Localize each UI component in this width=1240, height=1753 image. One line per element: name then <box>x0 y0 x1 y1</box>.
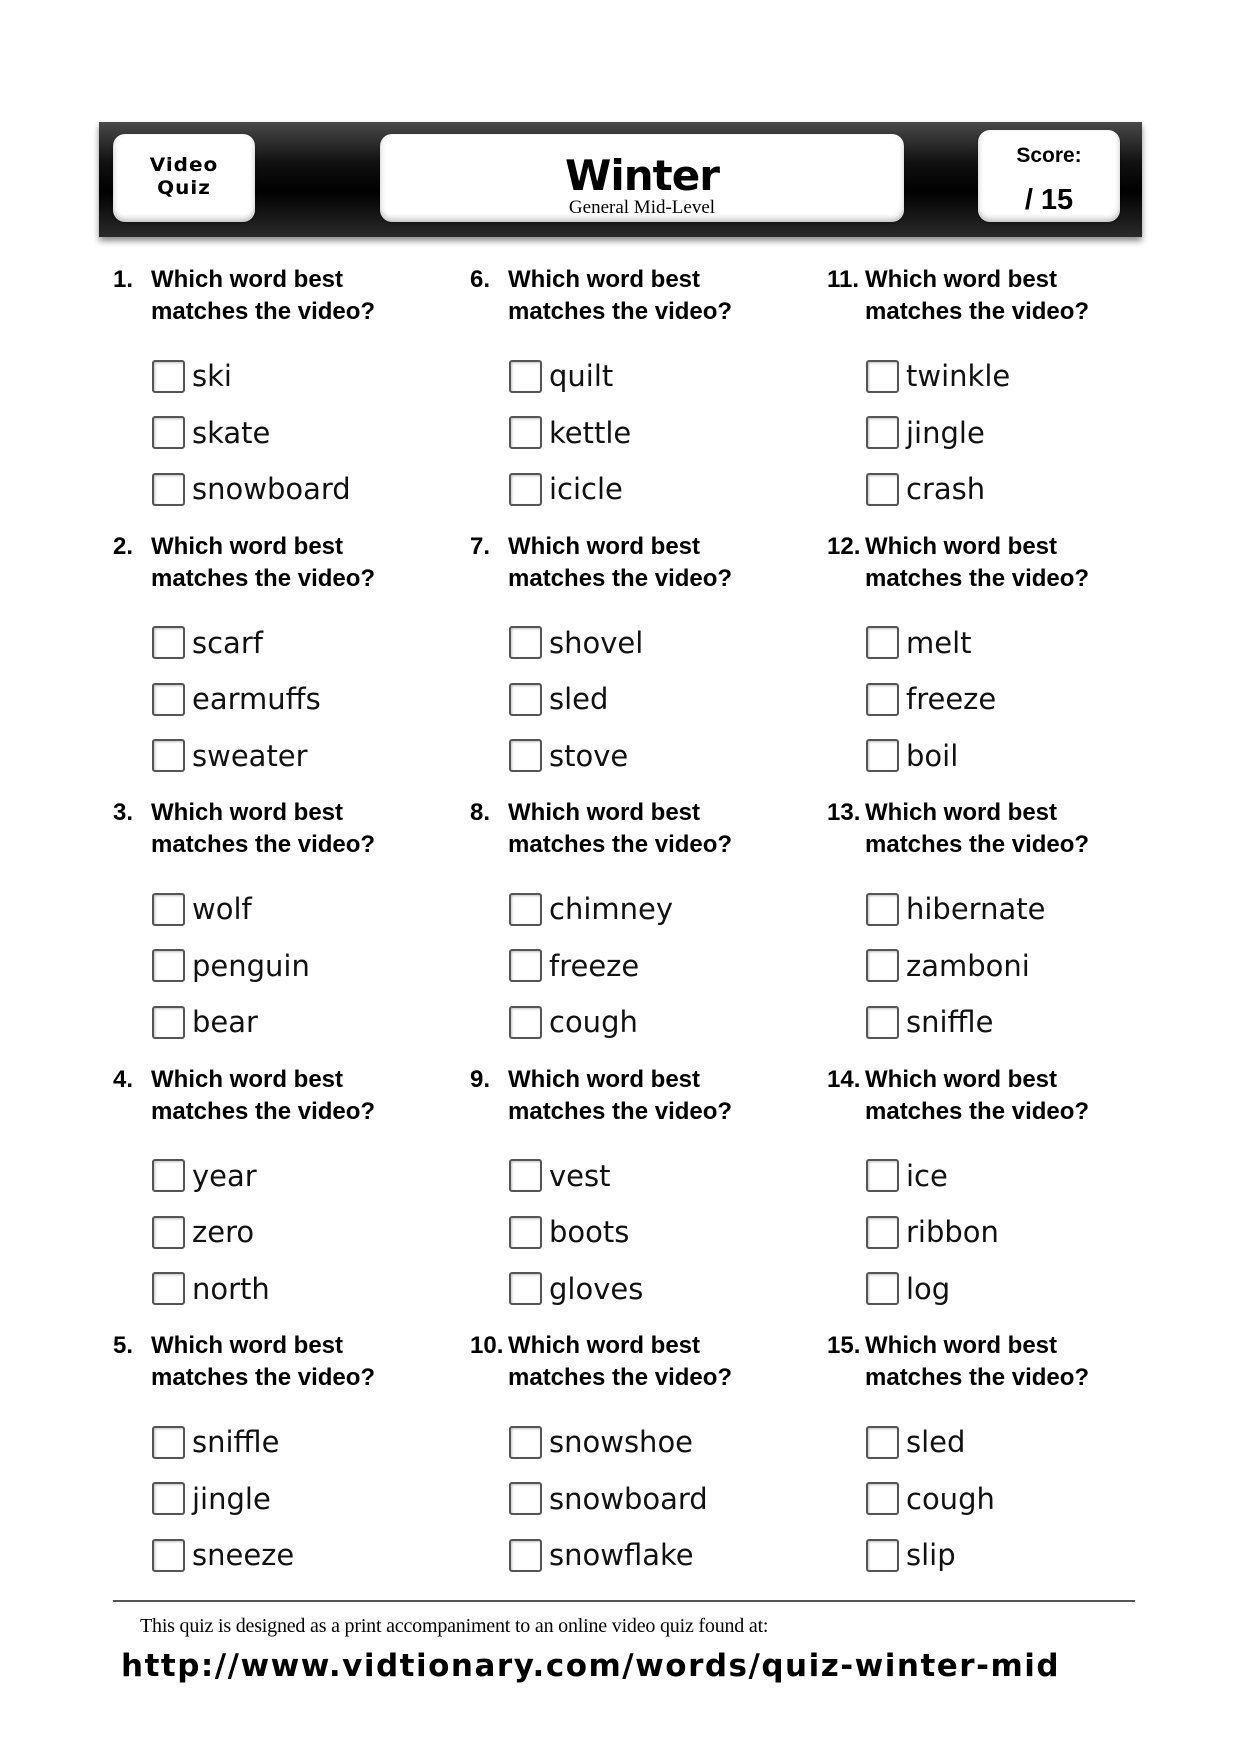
answer-label: jingle <box>192 1481 271 1516</box>
answer-label: boots <box>549 1215 630 1250</box>
answer-checkbox[interactable] <box>509 1426 542 1459</box>
answer-checkbox[interactable] <box>152 626 185 659</box>
answer-label: north <box>192 1271 270 1306</box>
answer-checkbox[interactable] <box>152 1159 185 1192</box>
answer-option[interactable] <box>152 881 310 938</box>
answer-label: freeze <box>549 948 640 983</box>
question-text: Which word best matches the video? <box>865 266 1090 325</box>
answer-option[interactable] <box>152 671 321 728</box>
answer-options <box>152 1148 270 1318</box>
answer-label: sweater <box>192 738 308 773</box>
answer-option[interactable] <box>509 881 673 938</box>
answer-label: earmuffs <box>192 682 321 717</box>
answer-checkbox[interactable] <box>509 626 542 659</box>
answer-option[interactable] <box>152 1527 294 1584</box>
question-text: Which word best matches the video? <box>151 266 376 325</box>
answer-option[interactable] <box>866 1414 995 1471</box>
answer-option[interactable] <box>152 1414 294 1471</box>
question-number: 4. <box>113 1065 134 1093</box>
answer-checkbox[interactable] <box>152 473 185 506</box>
answer-label: scarf <box>192 625 263 660</box>
answer-checkbox[interactable] <box>509 1216 542 1249</box>
answer-option[interactable] <box>866 728 996 785</box>
answer-label: sled <box>549 682 609 717</box>
answer-option[interactable] <box>866 671 996 728</box>
question-text: Which word best matches the video? <box>865 532 1090 592</box>
answer-checkbox[interactable] <box>866 893 899 926</box>
question-number: 14. <box>827 1065 861 1093</box>
question-number: 8. <box>470 799 491 826</box>
answer-label: jingle <box>906 415 985 450</box>
question <box>827 1064 1153 1331</box>
answer-label: icicle <box>549 472 623 507</box>
answer-label: vest <box>549 1158 611 1193</box>
question <box>470 531 827 798</box>
answer-option[interactable] <box>152 728 321 785</box>
answer-label: ski <box>192 359 232 394</box>
answer-label: chimney <box>549 892 674 927</box>
answer-label: ribbon <box>906 1215 999 1250</box>
answer-option[interactable] <box>866 938 1045 995</box>
answer-label: ice <box>906 1158 948 1193</box>
answer-checkbox[interactable] <box>152 1539 185 1572</box>
answer-checkbox[interactable] <box>866 683 899 716</box>
answer-checkbox[interactable] <box>509 739 542 772</box>
answer-label: shovel <box>549 625 644 660</box>
answer-option[interactable] <box>152 994 310 1051</box>
answer-checkbox[interactable] <box>866 1272 899 1305</box>
answer-checkbox[interactable] <box>152 683 185 716</box>
question-text: Which word best matches the video? <box>151 1332 376 1391</box>
question-text: Which word best matches the video? <box>508 1065 733 1125</box>
answer-option[interactable] <box>152 1204 270 1261</box>
question-number: 9. <box>470 1065 491 1093</box>
question-text: Which word best matches the video? <box>508 1332 733 1391</box>
answer-checkbox[interactable] <box>866 416 899 449</box>
answer-options <box>152 615 321 785</box>
answer-options <box>866 615 996 785</box>
answer-checkbox[interactable] <box>866 360 899 393</box>
answer-option[interactable] <box>866 1471 995 1528</box>
answer-checkbox[interactable] <box>509 360 542 393</box>
question-number: 10. <box>470 1332 504 1359</box>
answer-label: penguin <box>192 948 310 983</box>
answer-checkbox[interactable] <box>509 683 542 716</box>
answer-option[interactable] <box>866 1527 995 1584</box>
question-grid <box>113 264 1153 1573</box>
answer-option[interactable] <box>152 1148 270 1205</box>
answer-checkbox[interactable] <box>866 1482 899 1515</box>
answer-label: stove <box>549 738 629 773</box>
question-text: Which word best matches the video? <box>865 1332 1090 1391</box>
answer-option[interactable] <box>152 1261 270 1318</box>
answer-option[interactable] <box>152 405 351 462</box>
answer-label: snowboard <box>549 1481 708 1516</box>
page-subtitle: General Mid-Level <box>568 197 716 218</box>
question-number: 2. <box>113 532 134 560</box>
answer-options <box>509 348 631 518</box>
answer-option[interactable] <box>509 461 631 518</box>
answer-label: zero <box>192 1215 255 1250</box>
answer-checkbox[interactable] <box>152 1272 185 1305</box>
answer-label: wolf <box>192 892 252 927</box>
answer-options <box>152 348 351 518</box>
answer-checkbox[interactable] <box>866 1159 899 1192</box>
question-number: 15. <box>827 1332 861 1359</box>
answer-checkbox[interactable] <box>152 1426 185 1459</box>
question <box>113 264 470 531</box>
answer-option[interactable] <box>866 405 1010 462</box>
footer-divider <box>113 1600 1135 1602</box>
answer-option[interactable] <box>866 461 1010 518</box>
score-value: / 15 <box>1024 184 1074 216</box>
answer-label: bear <box>192 1005 258 1040</box>
answer-checkbox[interactable] <box>866 473 899 506</box>
answer-checkbox[interactable] <box>866 1539 899 1572</box>
answer-checkbox[interactable] <box>509 1159 542 1192</box>
question <box>470 797 827 1064</box>
question-text: Which word best matches the video? <box>151 1065 376 1125</box>
question-text: Which word best matches the video? <box>865 1065 1090 1125</box>
answer-option[interactable] <box>509 1148 643 1205</box>
answer-checkbox[interactable] <box>509 1539 542 1572</box>
question-text: Which word best matches the video? <box>151 532 376 592</box>
answer-label: cough <box>906 1481 995 1516</box>
answer-option[interactable] <box>509 728 643 785</box>
answer-label: year <box>192 1158 257 1193</box>
answer-checkbox[interactable] <box>152 1216 185 1249</box>
answer-option[interactable] <box>152 348 351 405</box>
answer-option[interactable] <box>866 1148 999 1205</box>
question <box>470 1330 827 1597</box>
question <box>827 531 1153 798</box>
answer-checkbox[interactable] <box>509 416 542 449</box>
question-number: 11. <box>827 266 860 293</box>
question-text: Which word best matches the video? <box>508 799 733 858</box>
header-banner <box>99 122 1142 237</box>
title-box <box>380 134 904 222</box>
answer-options <box>509 881 673 1051</box>
question-text: Which word best matches the video? <box>151 799 376 858</box>
answer-option[interactable] <box>509 994 673 1051</box>
answer-checkbox[interactable] <box>509 1272 542 1305</box>
answer-label: skate <box>192 415 271 450</box>
question-number: 1. <box>113 266 134 293</box>
answer-options <box>866 348 1010 518</box>
answer-options <box>866 1414 995 1584</box>
answer-checkbox[interactable] <box>152 1006 185 1039</box>
answer-options <box>866 1148 999 1318</box>
answer-option[interactable] <box>509 1527 708 1584</box>
answer-option[interactable] <box>866 615 996 672</box>
answer-label: twinkle <box>906 359 1011 394</box>
question <box>113 797 470 1064</box>
answer-label: gloves <box>549 1271 644 1306</box>
answer-option[interactable] <box>509 1471 708 1528</box>
question <box>113 531 470 798</box>
score-box <box>978 130 1120 222</box>
answer-options <box>152 881 310 1051</box>
answer-label: kettle <box>549 415 632 450</box>
answer-options <box>509 1148 643 1318</box>
answer-options <box>152 1414 294 1584</box>
answer-checkbox[interactable] <box>152 360 185 393</box>
answer-checkbox[interactable] <box>152 1482 185 1515</box>
answer-checkbox[interactable] <box>866 1426 899 1459</box>
answer-checkbox[interactable] <box>152 949 185 982</box>
answer-label: log <box>906 1271 951 1306</box>
answer-option[interactable] <box>509 405 631 462</box>
question <box>827 1330 1153 1597</box>
answer-checkbox[interactable] <box>509 893 542 926</box>
question-number: 12. <box>827 532 861 560</box>
answer-label: zamboni <box>906 948 1030 983</box>
answer-checkbox[interactable] <box>866 949 899 982</box>
answer-label: melt <box>906 625 972 660</box>
answer-options <box>509 615 643 785</box>
answer-option[interactable] <box>509 348 631 405</box>
page-title: Winter <box>565 151 719 200</box>
question <box>113 1064 470 1331</box>
answer-checkbox[interactable] <box>152 739 185 772</box>
answer-options <box>509 1414 708 1584</box>
question-text: Which word best matches the video? <box>865 799 1090 858</box>
badge-label: Video Quiz <box>149 153 219 199</box>
answer-label: freeze <box>906 682 997 717</box>
question <box>827 264 1153 531</box>
answer-label: snowshoe <box>549 1425 694 1460</box>
answer-option[interactable] <box>509 938 673 995</box>
question <box>470 1064 827 1331</box>
answer-option[interactable] <box>152 1471 294 1528</box>
question-text: Which word best matches the video? <box>508 532 733 592</box>
answer-checkbox[interactable] <box>866 1006 899 1039</box>
answer-label: quilt <box>549 359 614 394</box>
score-label: Score: <box>1016 144 1082 167</box>
answer-option[interactable] <box>152 461 351 518</box>
question <box>470 264 827 531</box>
answer-checkbox[interactable] <box>509 1006 542 1039</box>
answer-label: slip <box>906 1538 956 1573</box>
answer-option[interactable] <box>866 348 1010 405</box>
footer-note: This quiz is designed as a print accompaniment to an online video quiz found at: <box>140 1615 769 1637</box>
answer-option[interactable] <box>509 1414 708 1471</box>
answer-options <box>866 881 1045 1051</box>
answer-option[interactable] <box>152 938 310 995</box>
answer-label: sniffle <box>192 1425 280 1460</box>
answer-label: sled <box>906 1425 966 1460</box>
answer-checkbox[interactable] <box>866 626 899 659</box>
answer-checkbox[interactable] <box>509 949 542 982</box>
answer-label: sniffle <box>906 1005 994 1040</box>
answer-option[interactable] <box>866 994 1045 1051</box>
answer-option[interactable] <box>509 615 643 672</box>
answer-checkbox[interactable] <box>509 473 542 506</box>
question-text: Which word best matches the video? <box>508 266 733 325</box>
question <box>827 797 1153 1064</box>
answer-label: snowflake <box>549 1538 694 1573</box>
answer-option[interactable] <box>509 671 643 728</box>
answer-checkbox[interactable] <box>152 893 185 926</box>
question-number: 6. <box>470 266 491 293</box>
answer-label: hibernate <box>906 892 1046 927</box>
answer-option[interactable] <box>509 1204 643 1261</box>
answer-label: sneeze <box>192 1538 295 1573</box>
answer-checkbox[interactable] <box>509 1482 542 1515</box>
footer-url[interactable]: http://www.vidtionary.com/words/quiz-winter-mid <box>121 1648 1061 1684</box>
answer-checkbox[interactable] <box>152 416 185 449</box>
question-number: 7. <box>470 532 491 560</box>
answer-label: boil <box>906 738 959 773</box>
answer-label: snowboard <box>192 472 351 507</box>
question-number: 13. <box>827 799 861 826</box>
answer-checkbox[interactable] <box>866 739 899 772</box>
question-number: 5. <box>113 1332 134 1359</box>
question <box>113 1330 470 1597</box>
answer-label: crash <box>906 472 986 507</box>
question-number: 3. <box>113 799 134 826</box>
answer-checkbox[interactable] <box>866 1216 899 1249</box>
answer-label: cough <box>549 1005 638 1040</box>
answer-option[interactable] <box>866 1204 999 1261</box>
answer-option[interactable] <box>152 615 321 672</box>
answer-option[interactable] <box>509 1261 643 1318</box>
answer-option[interactable] <box>866 1261 999 1318</box>
answer-option[interactable] <box>866 881 1045 938</box>
video-quiz-badge <box>113 134 255 222</box>
